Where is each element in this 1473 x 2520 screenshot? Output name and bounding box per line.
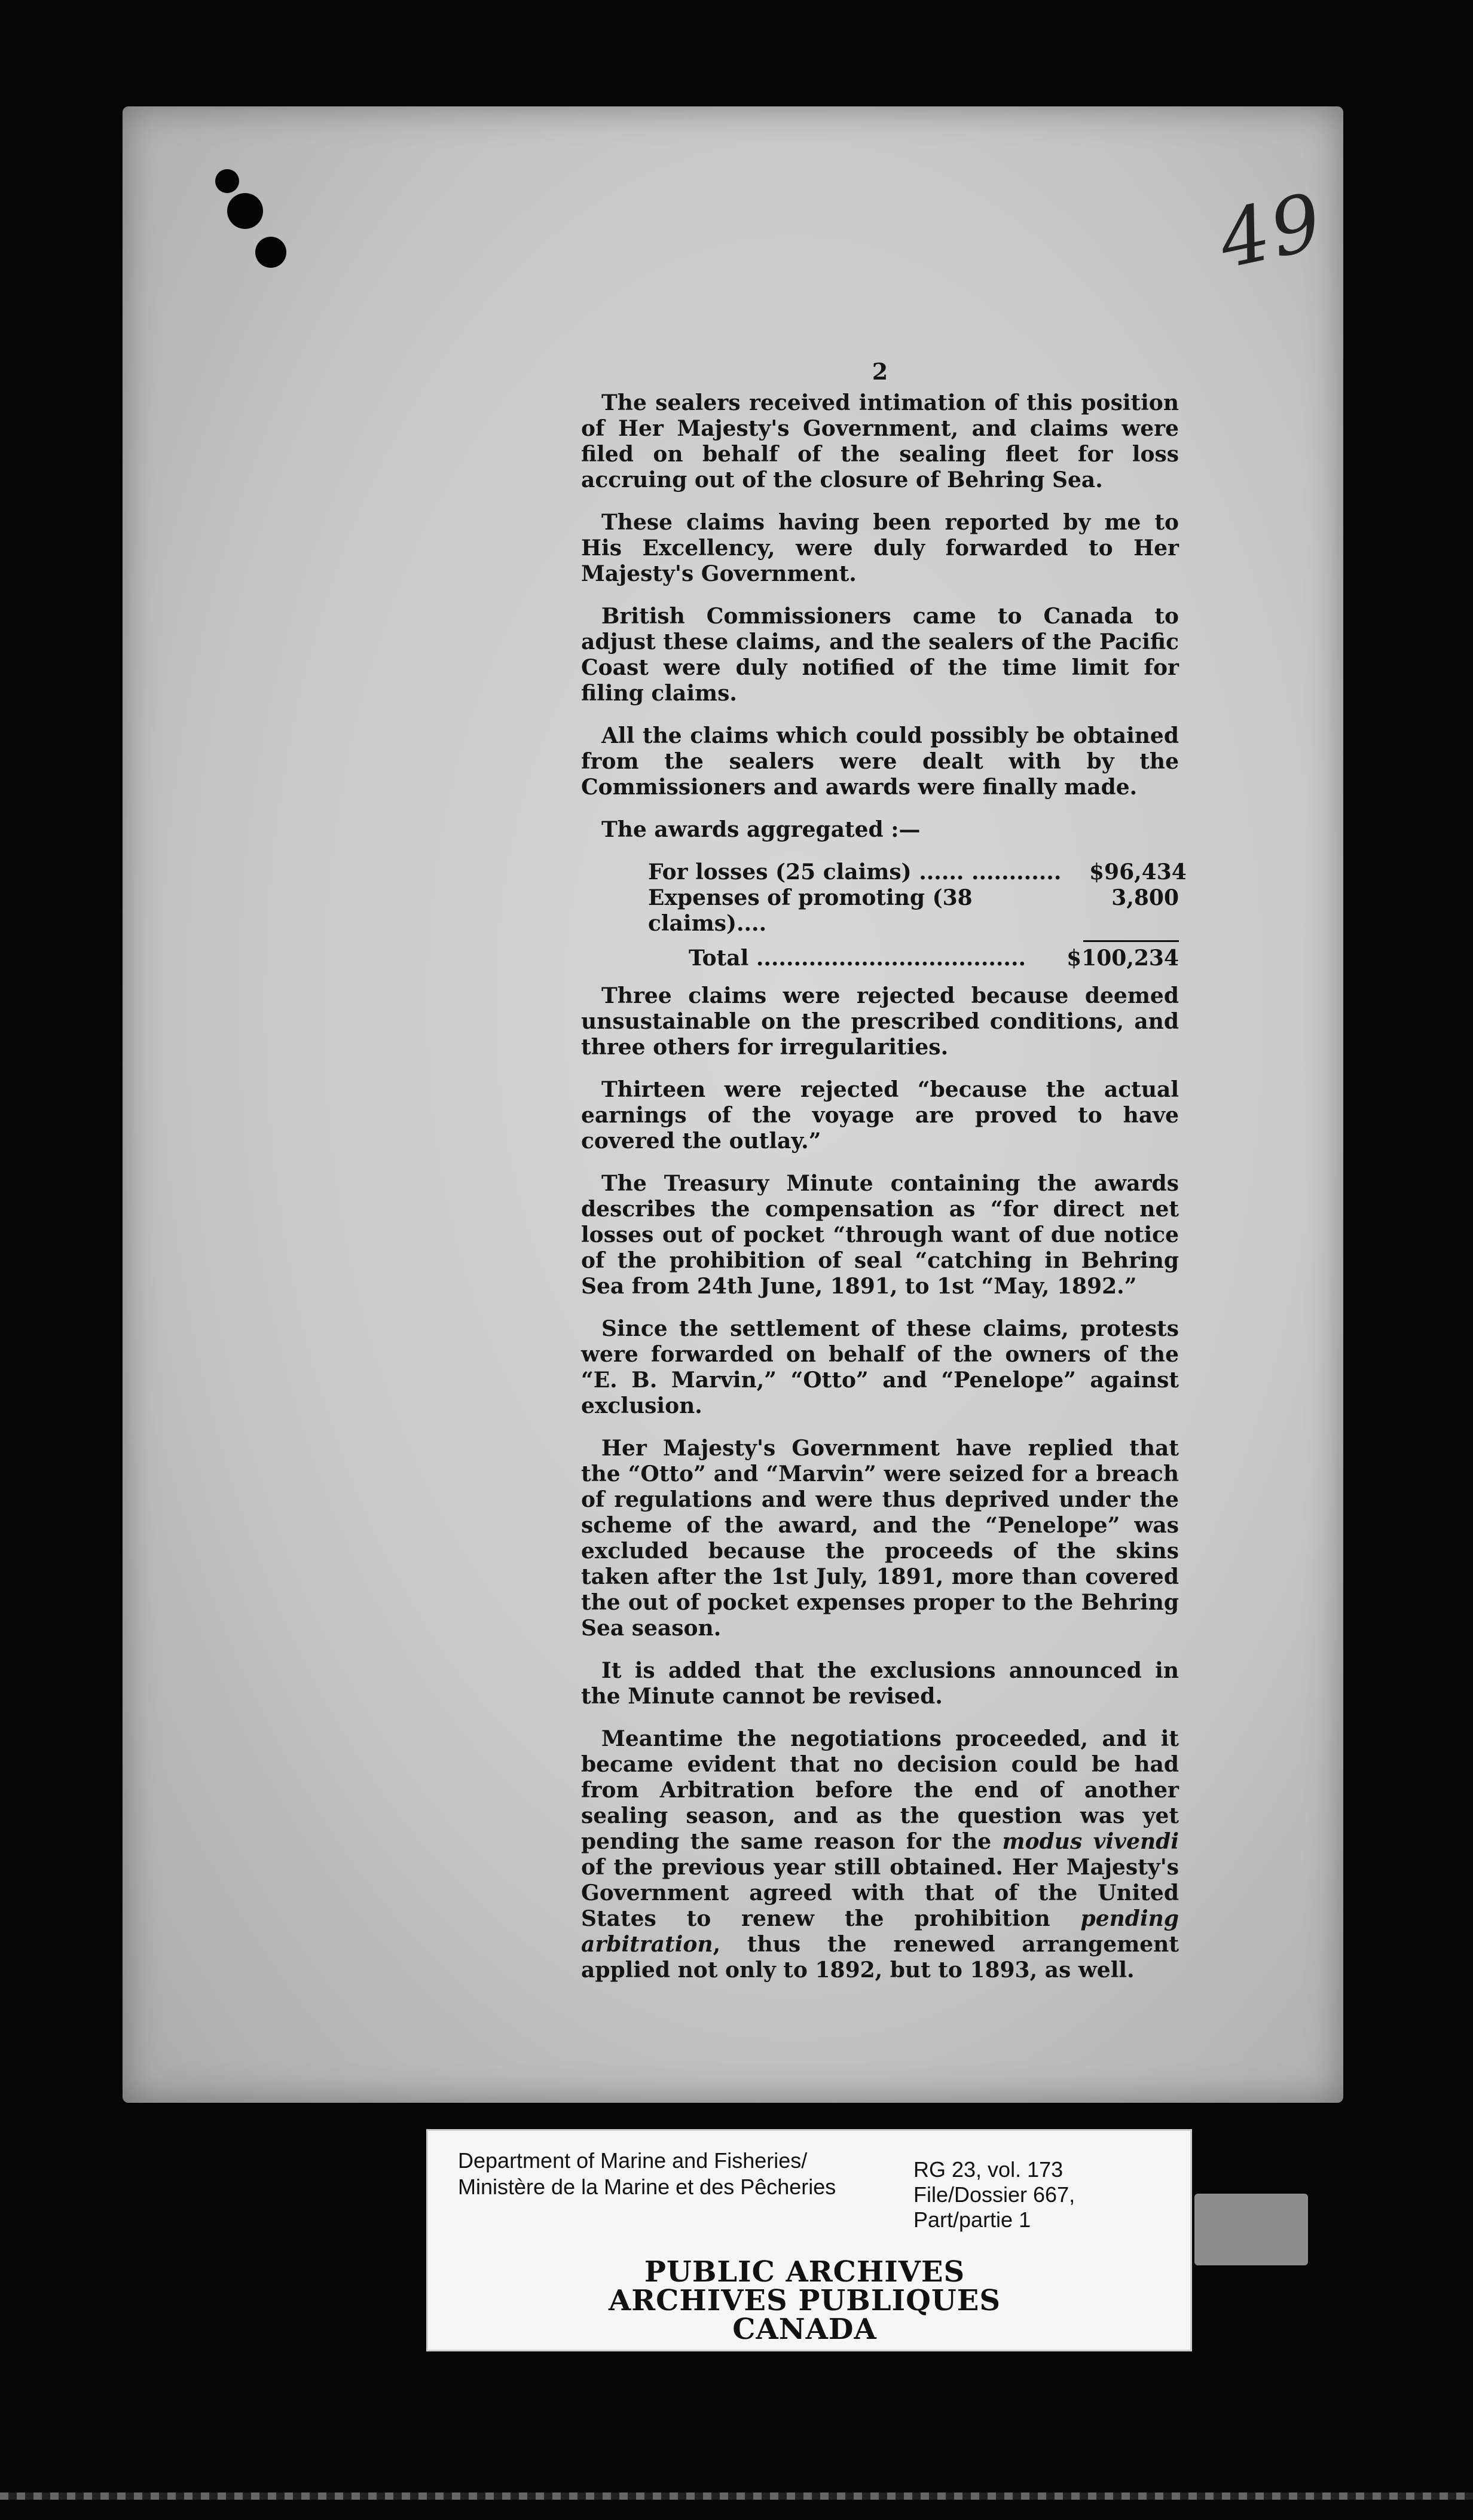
- awards-table: [581, 860, 1187, 971]
- paragraph-10: Her Majesty's Government have replied that the “Otto” and “Marvin” were seized for a breach of regulations and were thus deprived under the scheme of the award, and the “Penelope” was excluded because the proceeds of the skins taken after the 1st July, 1891, more than covered the out of pocket expenses proper to the Behring Sea season.: [581, 1436, 1179, 1641]
- paragraph-12-part-5: , thus the renewed arrangement applied not only to 1892, but to 1893, as well.: [581, 1932, 1179, 1983]
- total-row: [581, 946, 1179, 971]
- losses-value: $96,434: [1089, 860, 1187, 885]
- paragraph-5: The awards aggregated :—: [601, 817, 921, 842]
- archive-reference: [913, 2157, 1075, 2232]
- punch-hole-middle: [227, 193, 263, 229]
- paragraph-1: The sealers received intimation of this position of Her Majesty's Government, and claims were filed on behalf of the sealing fleet for loss accruing out of the closure of Behring Sea.: [581, 390, 1179, 493]
- department-french: Ministère de la Marine et des Pêcheries: [458, 2175, 836, 2199]
- paragraph-12-part-1: Meantime the negotiations proceeded, and it became evident that no decision could be had from Arbitration before the end of another sealing season, and as the question was yet pending the same reason for the: [581, 1726, 1179, 1854]
- paragraph-6: Three claims were rejected because deemed unsustainable on the prescribed conditions, and three others for irregularities.: [581, 983, 1179, 1060]
- department-english: Department of Marine and Fisheries/: [458, 2148, 808, 2173]
- stamp-line-1: PUBLIC ARCHIVES: [644, 2255, 965, 2289]
- stamp-line-2: ARCHIVES PUBLIQUES: [609, 2284, 1001, 2317]
- page-number: 2: [872, 358, 888, 385]
- archive-label-card: [426, 2129, 1192, 2351]
- expenses-row: [581, 885, 1179, 937]
- archives-stamp: [548, 2255, 1062, 2346]
- expenses-value: 3,800: [1111, 885, 1179, 910]
- stamp-line-3: CANADA: [732, 2313, 877, 2346]
- file-dossier: File/Dossier 667,: [913, 2182, 1075, 2207]
- total-rule: [1083, 940, 1179, 942]
- losses-row: [581, 860, 1187, 885]
- document-body: [581, 358, 1187, 2000]
- paragraph-2: These claims having been reported by me to His Excellency, were duly forwarded to Her Majesty's Government.: [581, 510, 1179, 586]
- total-value: $100,234: [1066, 946, 1179, 971]
- punch-hole-bottom: [255, 237, 286, 268]
- department-name: [458, 2148, 836, 2200]
- punch-hole-top: [215, 169, 239, 193]
- expenses-label: Expenses of promoting (38 claims)....: [648, 885, 973, 936]
- file-part: Part/partie 1: [913, 2207, 1031, 2232]
- handwritten-page-mark: 49: [1211, 175, 1332, 286]
- paragraph-12: [581, 1726, 1179, 1983]
- paragraph-12-pending-arbitration: pending arbitration: [581, 1906, 1179, 1957]
- record-group: RG 23, vol. 173: [913, 2157, 1064, 2182]
- paragraph-4: All the claims which could possibly be obtained from the sealers were dealt with by the Commissioners and awards were finally made.: [581, 723, 1179, 800]
- film-edge-strip: [0, 2493, 1473, 2500]
- paragraph-11: It is added that the exclusions announced in the Minute cannot be revised.: [581, 1658, 1179, 1709]
- paragraph-8: The Treasury Minute containing the awards describes the compensation as “for direct net losses out of pocket “through want of due notice of the prohibition of seal “catching in Behring Sea from 24th June, 1891, to 1st “May, 1892.”: [581, 1171, 1179, 1299]
- paragraph-12-part-3: of the previous year still obtained. Her Majesty's Government agreed with that of the United States to renew the prohibition: [581, 1855, 1179, 1931]
- total-label: Total ....................................: [689, 946, 1026, 971]
- paragraph-3: British Commissioners came to Canada to adjust these claims, and the sealers of the Pacific Coast were duly notified of the time limit for filing claims.: [581, 604, 1179, 706]
- paragraph-9: Since the settlement of these claims, protests were forwarded on behalf of the owners of the “E. B. Marvin,” “Otto” and “Penelope” against exclusion.: [581, 1316, 1179, 1418]
- losses-label: For losses (25 claims) ...... ............: [648, 860, 1062, 885]
- paragraph-12-modus-vivendi: modus vivendi: [1002, 1829, 1179, 1854]
- grey-tab: [1194, 2194, 1308, 2265]
- paragraph-7: Thirteen were rejected “because the actual earnings of the voyage are proved to have covered the outlay.”: [581, 1077, 1179, 1154]
